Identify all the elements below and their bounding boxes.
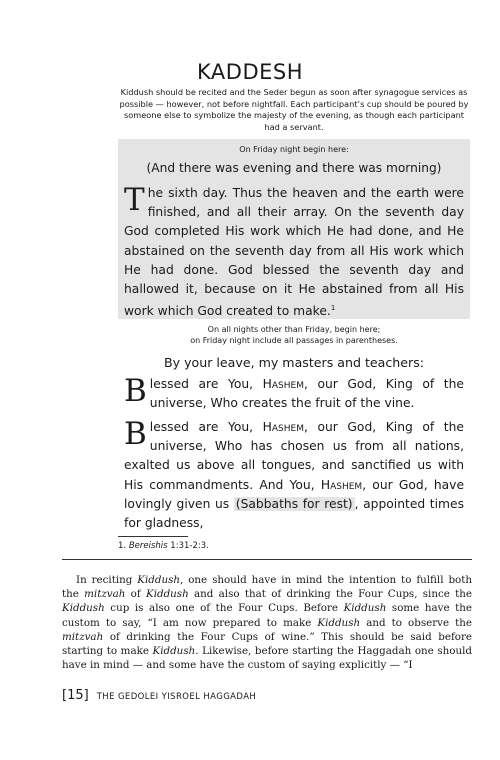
footnote-reference: Bereishis	[128, 541, 168, 551]
footnote-verse: 1:31-2:3.	[170, 541, 209, 551]
blessing-text: lessed are You,	[149, 420, 263, 434]
friday-note: On Friday night begin here:	[239, 145, 349, 154]
commentary-segment: . Likewise, before starting the Haggadah one should have in mind — and some have the custom of saying explicitly — “I	[62, 645, 472, 672]
blessing-text: , appointed times for gladness,	[124, 496, 464, 531]
commentary-segment: Kiddush	[62, 602, 105, 615]
commentary-divider	[62, 559, 472, 560]
commentary-segment: cup is also one of the Four Cups. Before	[104, 602, 344, 615]
blessing-vine	[124, 375, 464, 413]
drop-cap: B	[124, 373, 147, 409]
blessing-text: , our God, King of the universe, Who has chosen us from all nations, exalted us above all tongues, and sanctified us with His commandments. And You,	[124, 420, 464, 492]
all-nights-note-line2: on Friday night include all passages in parentheses.	[190, 335, 398, 345]
sabbath-parenthetical: (Sabbaths for rest)	[235, 496, 353, 511]
page-footer	[62, 684, 472, 703]
divine-name: Hashem	[262, 420, 304, 434]
running-title: THE GEDOLEI YISROEL HAGGADAH	[96, 692, 257, 702]
commentary-segment: of	[125, 588, 146, 601]
friday-parenthetical: (And there was evening and there was morning)	[146, 161, 442, 175]
commentary-segment: Kiddush	[343, 602, 387, 615]
commentary-segment: some have the custom to say, “I am now prepared to make	[62, 602, 472, 629]
commentary-segment: Kiddush	[146, 588, 189, 601]
commentary-segment: mitzvah	[62, 630, 104, 643]
all-nights-note-line1: On all nights other than Friday, begin here;	[207, 325, 381, 334]
commentary-segment: , one should have in mind the intention to fulfill both the	[62, 574, 472, 601]
intro-instruction: Kiddush should be recited and the Seder begun as soon after synagogue services as possible — however, not before nightfall. Each participant’s cup should be poured by someone else to symbolize the majesty of the evening, as though each participant had a servant.	[119, 87, 469, 132]
all-nights-note	[118, 325, 470, 346]
divine-name: Hashem	[320, 477, 363, 492]
commentary-segment: Kiddush	[137, 574, 181, 586]
page-number: [15]	[62, 688, 89, 703]
blessing-text: , our God, have lovingly given us	[124, 477, 465, 511]
drop-cap: T	[124, 182, 145, 218]
commentary-segment: Kiddush	[317, 616, 361, 629]
commentary-segment: In reciting	[76, 574, 138, 586]
footnote-rule	[118, 536, 188, 537]
footnote	[118, 541, 209, 551]
commentary-segment: and to observe the	[360, 616, 472, 629]
page-title: KADDESH	[197, 60, 303, 84]
blessing-text: lessed are You,	[149, 377, 263, 391]
footnote-marker: 1	[330, 304, 336, 313]
commentary-segment: and also that of drinking the Four Cups, since the	[188, 588, 472, 601]
friday-passage-text: he sixth day. Thus the heaven and the earth were finished, and all their array. On the seventh day God completed His work which He had done, and He abstained on the seventh day from all His work which He had done. God blessed the seventh day and hallowed it, because on it He abstained from all His work which God created to make.	[124, 186, 464, 319]
friday-passage	[124, 184, 464, 322]
commentary-segment: Kiddush	[152, 645, 196, 658]
blessing-sanctification	[124, 418, 464, 533]
drop-cap: B	[124, 416, 147, 452]
commentary-text	[62, 573, 472, 672]
by-your-leave: By your leave, my masters and teachers:	[163, 355, 425, 370]
divine-name: Hashem	[262, 377, 304, 391]
commentary-segment: mitzvah	[84, 588, 126, 601]
footnote-number: 1.	[118, 541, 127, 551]
blessing-text: , our God, King of the universe, Who creates the fruit of the vine.	[149, 377, 464, 411]
commentary-segment: of drinking the Four Cups of wine.” This should be said before starting to make	[62, 630, 472, 658]
